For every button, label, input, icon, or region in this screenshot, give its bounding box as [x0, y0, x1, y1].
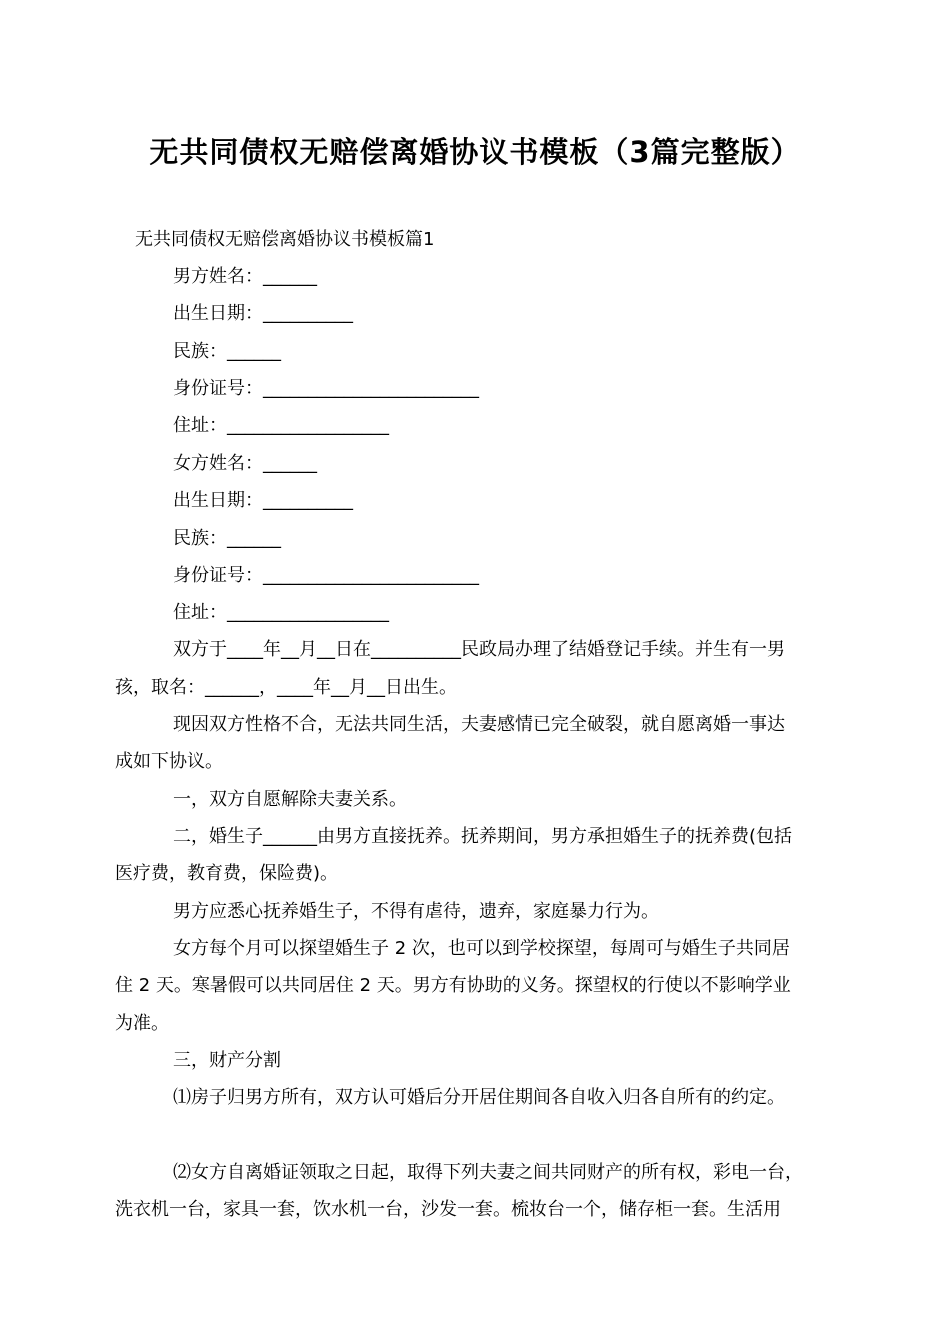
paragraph-marriage-line2: 孩，取名：______，____年__月__日出生。: [115, 677, 457, 698]
field-female-name: 女方姓名：______: [173, 453, 317, 474]
field-male-birthdate: 出生日期：__________: [173, 303, 353, 324]
clause-two-line1: 二，婚生子______由男方直接抚养。抚养期间，男方承担婚生子的抚养费(包括: [173, 826, 793, 847]
clause-one: 一，双方自愿解除夫妻关系。: [173, 789, 407, 810]
property-item-2-line2: 洗衣机一台，家具一套，饮水机一台，沙发一套。梳妆台一个，储存柜一套。生活用: [115, 1199, 781, 1220]
clause-two-line2: 医疗费，教育费，保险费)。: [115, 863, 339, 884]
field-male-ethnicity: 民族：______: [173, 341, 281, 362]
field-female-birthdate: 出生日期：__________: [173, 490, 353, 511]
clause-three-heading: 三，财产分割: [173, 1050, 281, 1071]
property-item-2-line1: ⑵女方自离婚证领取之日起，取得下列夫妻之间共同财产的所有权，彩电一台，: [173, 1162, 803, 1183]
field-male-name: 男方姓名：______: [173, 266, 317, 287]
visitation-line2: 住 2 天。寒暑假可以共同居住 2 天。男方有协助的义务。探望权的行使以不影响学业: [115, 975, 791, 996]
clause-two-line3: 男方应悉心抚养婚生子，不得有虐待，遗弃，家庭暴力行为。: [173, 901, 659, 922]
visitation-line3: 为准。: [115, 1013, 169, 1034]
field-male-id-number: 身份证号：________________________: [173, 378, 479, 399]
field-female-id-number: 身份证号：________________________: [173, 565, 479, 586]
paragraph-reason-line2: 成如下协议。: [115, 751, 223, 772]
document-title: 无共同债权无赔偿离婚协议书模板（3篇完整版）: [149, 135, 801, 169]
visitation-line1: 女方每个月可以探望婚生子 2 次，也可以到学校探望，每周可与婚生子共同居: [173, 938, 790, 959]
field-male-address: 住址：__________________: [173, 415, 389, 436]
field-female-ethnicity: 民族：______: [173, 528, 281, 549]
section-heading: 无共同债权无赔偿离婚协议书模板篇1: [135, 229, 435, 250]
property-item-1: ⑴房子归男方所有，双方认可婚后分开居住期间各自收入归各自所有的约定。: [173, 1087, 785, 1108]
field-female-address: 住址：__________________: [173, 602, 389, 623]
paragraph-marriage-line1: 双方于____年__月__日在__________民政局办理了结婚登记手续。并生有一男: [173, 639, 785, 660]
paragraph-reason-line1: 现因双方性格不合，无法共同生活，夫妻感情已完全破裂，就自愿离婚一事达: [173, 714, 785, 735]
